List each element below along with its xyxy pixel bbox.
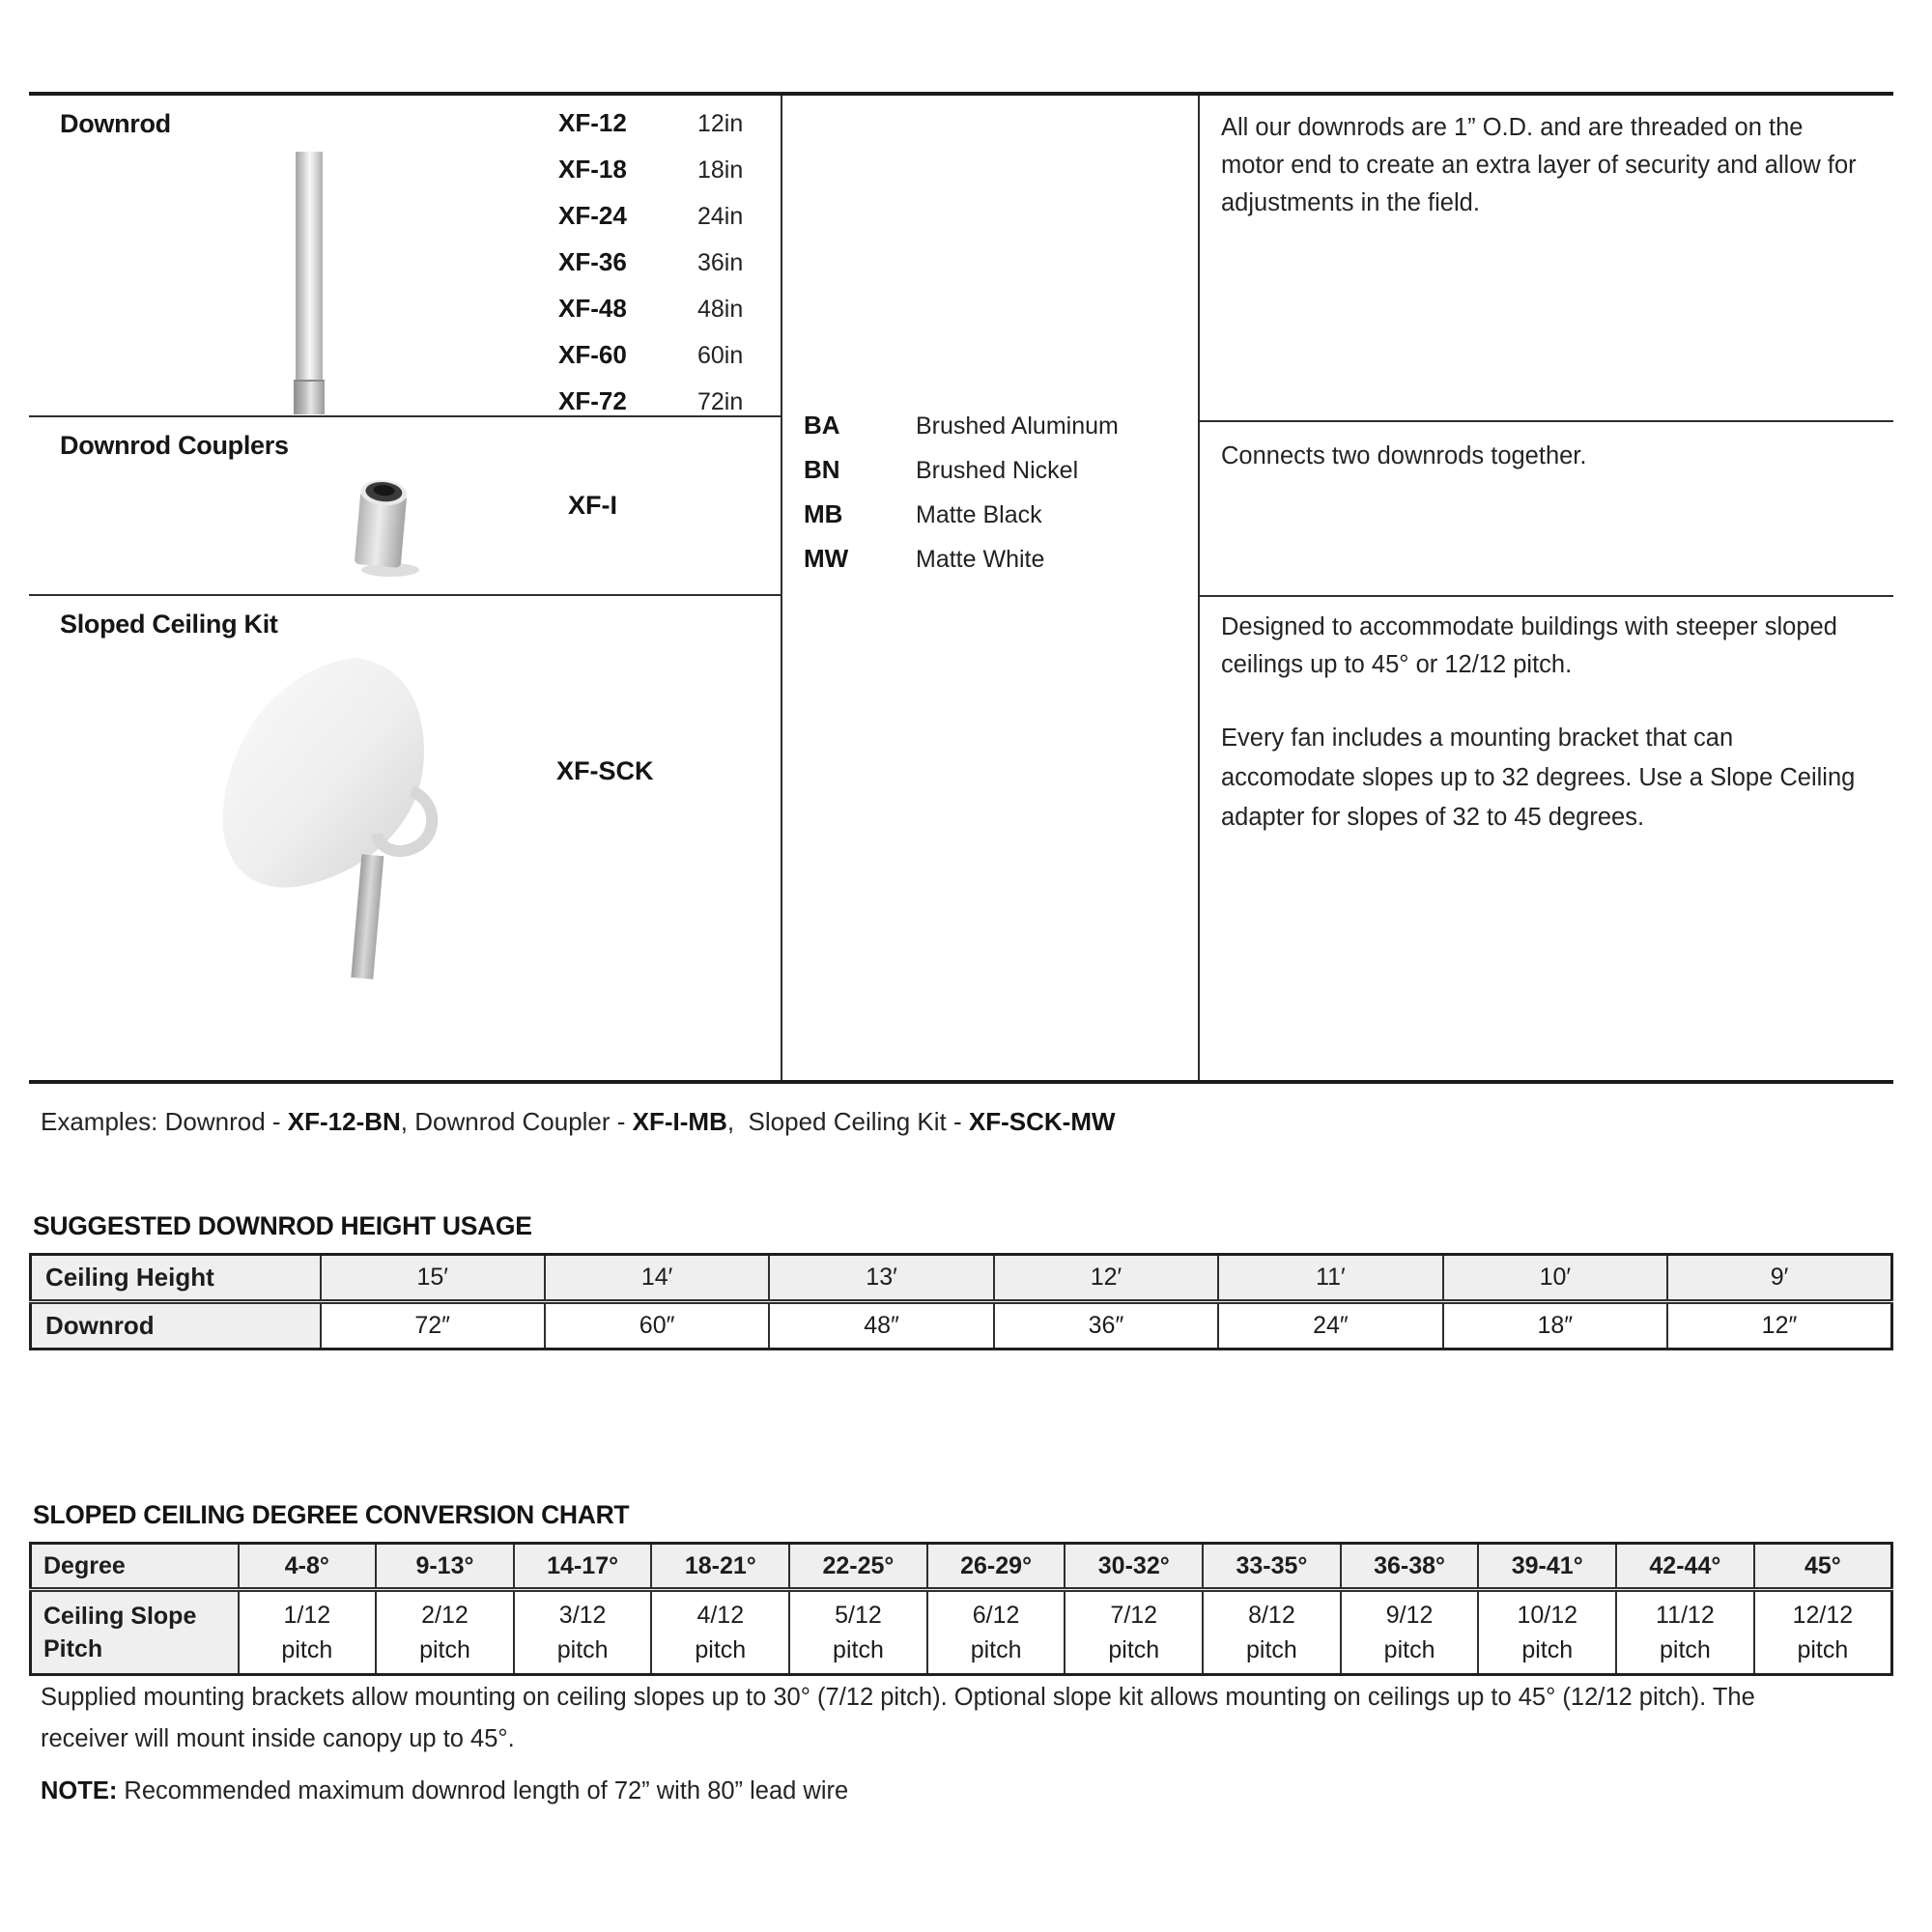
finish-name: Matte Black [916,501,1042,528]
downrod-length-value: 60″ [545,1302,769,1350]
model-size: 60in [697,342,744,369]
ceiling-height-value: 9′ [1667,1255,1891,1302]
model-row [558,285,743,331]
pitch-value: 10/12 pitch [1478,1590,1616,1675]
pitch-value: 12/12 pitch [1754,1590,1892,1675]
finish-row [804,447,1119,492]
degree-value: 42-44° [1616,1544,1754,1590]
finish-name: Brushed Aluminum [916,412,1119,440]
finish-row [804,536,1119,581]
pitch-value: 2/12 pitch [376,1590,514,1675]
ceiling-height-value: 15′ [321,1255,545,1302]
model-row [558,99,743,146]
downrod-length-label: Downrod [31,1302,321,1350]
degree-value: 26-29° [927,1544,1065,1590]
model-code: XF-36 [558,247,627,276]
degree-value: 45° [1754,1544,1892,1590]
model-row [558,146,743,192]
pitch-value: 5/12 pitch [789,1590,927,1675]
sloped-kit-description-2: Every fan includes a mounting bracket that can accomodate slopes up to 32 degrees. Use a Slope Ceiling adapter for slopes of 32 to 45 degrees. [1221,724,1856,831]
ceiling-height-value: 11′ [1218,1255,1442,1302]
degree-value: 22-25° [789,1544,927,1590]
sloped-kit-description-cell [1200,597,1893,1078]
pitch-value: 4/12 pitch [651,1590,789,1675]
examples-mid2: , Sloped Ceiling Kit - [726,1107,969,1136]
example-downrod-code: XF-12-BN [287,1107,401,1136]
model-size: 48in [697,296,744,323]
pitch-value: 9/12 pitch [1341,1590,1479,1675]
downrod-length-value: 18″ [1443,1302,1667,1350]
model-code: XF-12 [558,108,627,137]
model-size: 12in [697,110,744,137]
product-table [29,92,1893,1084]
model-code: XF-72 [558,386,627,415]
example-coupler-code: XF-I-MB [632,1107,727,1136]
pitch-value: 3/12 pitch [514,1590,652,1675]
downrod-length-value: 48″ [769,1302,993,1350]
degree-value: 9-13° [376,1544,514,1590]
product-column [29,96,782,1080]
model-size: 24in [697,203,744,230]
coupler-description: Connects two downrods together. [1221,442,1587,469]
sloped-kit-image [214,654,475,982]
coupler-row [29,417,781,596]
downrod-length-value: 24″ [1218,1302,1442,1350]
note-text: Recommended maximum downrod length of 72” with 80” lead wire [117,1777,849,1804]
finish-code: MW [804,544,849,573]
pitch-value: 1/12 pitch [239,1590,377,1675]
downrod-model-list [558,99,743,424]
examples-intro: Examples: Downrod - [41,1107,288,1136]
downrod-description: All our downrods are 1” O.D. and are threaded on the motor end to create an extra layer of security and allow for adjustments in the field. [1221,114,1857,216]
model-row [558,239,743,285]
model-code: XF-24 [558,201,627,230]
degree-chart-title: SLOPED CEILING DEGREE CONVERSION CHART [33,1500,630,1529]
example-sloped-kit-code: XF-SCK-MW [968,1107,1116,1136]
mounting-bracket-note: Supplied mounting brackets allow mounting on ceiling slopes up to 30° (7/12 pitch). Optional slope kit allows mounting on ceilings up to 45° (12/12 pitch). The receiver will mount inside canopy up to 45°. [41,1684,1755,1752]
pitch-row [31,1590,1892,1675]
sloped-kit-title: Sloped Ceiling Kit [60,610,278,639]
ceiling-height-value: 12′ [994,1255,1218,1302]
coupler-image [344,468,421,579]
model-row [558,331,743,378]
model-size: 18in [697,156,744,184]
degree-value: 18-21° [651,1544,789,1590]
downrod-length-value: 36″ [994,1302,1218,1350]
examples-line [41,1107,1116,1137]
downrod-image [296,152,323,414]
degree-label: Degree [31,1544,239,1590]
finish-name: Matte White [916,546,1045,573]
downrod-title: Downrod [60,109,171,138]
model-code: XF-48 [558,294,627,323]
coupler-title: Downrod Couplers [60,431,289,460]
pitch-value: 8/12 pitch [1203,1590,1341,1675]
degree-value: 4-8° [239,1544,377,1590]
ceiling-height-row [31,1255,1892,1302]
pitch-value: 6/12 pitch [927,1590,1065,1675]
finish-row [804,492,1119,536]
downrod-description-cell [1200,96,1893,422]
coupler-code: XF-I [568,491,617,520]
downrod-length-value: 12″ [1667,1302,1891,1350]
finish-column [782,96,1200,1080]
pitch-label: Ceiling Slope Pitch [31,1590,239,1675]
downrod-length-row [31,1302,1892,1350]
model-size: 36in [697,249,744,276]
degree-value: 33-35° [1203,1544,1341,1590]
finish-code: BN [804,455,840,484]
pitch-value: 11/12 pitch [1616,1590,1754,1675]
downrod-length-note [41,1777,848,1805]
height-table [29,1253,1893,1350]
note-label: NOTE: [41,1777,118,1804]
description-column [1200,96,1893,1080]
finish-legend [804,403,1119,581]
downrod-row [29,96,781,417]
degree-row [31,1544,1892,1590]
degree-value: 14-17° [514,1544,652,1590]
ceiling-height-label: Ceiling Height [31,1255,321,1302]
examples-mid1: , Downrod Coupler - [400,1107,633,1136]
degree-value: 39-41° [1478,1544,1616,1590]
pitch-value: 7/12 pitch [1065,1590,1203,1675]
ceiling-height-value: 14′ [545,1255,769,1302]
ceiling-height-value: 13′ [769,1255,993,1302]
degree-chart [29,1542,1893,1676]
finish-name: Brushed Nickel [916,457,1079,484]
model-row [558,192,743,239]
coupler-description-cell [1200,422,1893,597]
sloped-kit-row [29,596,781,1074]
model-code: XF-18 [558,155,627,184]
finish-code: MB [804,499,843,528]
sloped-kit-code: XF-SCK [556,756,654,785]
model-code: XF-60 [558,340,627,369]
ceiling-height-value: 10′ [1443,1255,1667,1302]
degree-value: 36-38° [1341,1544,1479,1590]
finish-code: BA [804,411,840,440]
degree-value: 30-32° [1065,1544,1203,1590]
model-size: 72in [697,388,744,415]
finish-row [804,403,1119,447]
sloped-kit-description-1: Designed to accommodate buildings with steeper sloped ceilings up to 45° or 12/12 pitch. [1221,613,1837,678]
downrod-length-value: 72″ [321,1302,545,1350]
height-table-title: SUGGESTED DOWNROD HEIGHT USAGE [33,1211,532,1240]
